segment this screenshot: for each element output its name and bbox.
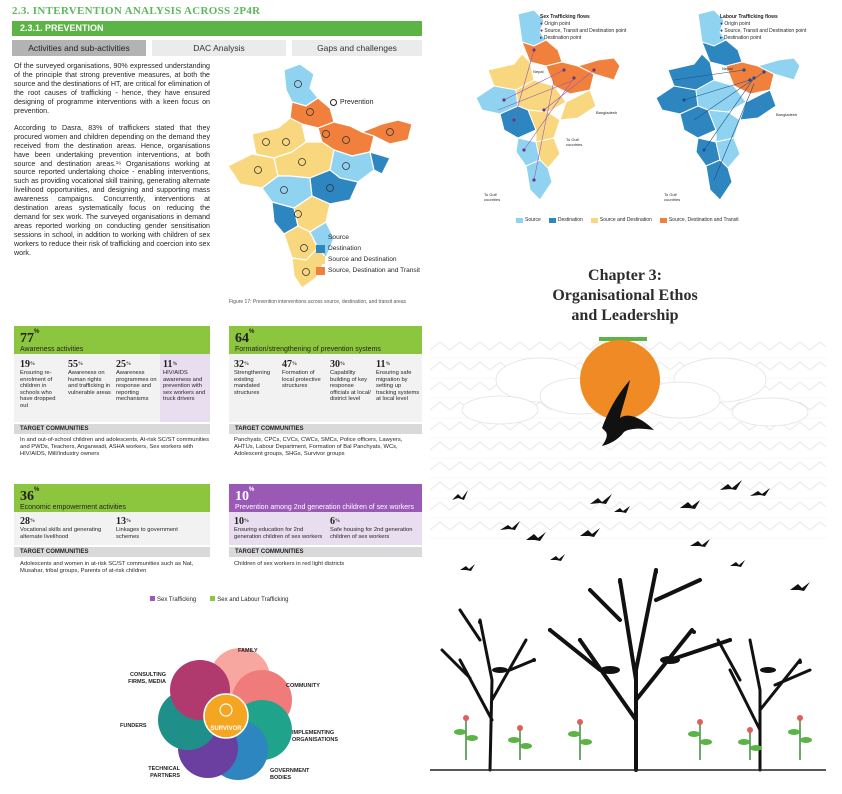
label-implementing: IMPLEMENTING ORGANISATIONS <box>292 730 339 743</box>
map2-label-bangladesh: Bangladesh <box>776 112 798 117</box>
economic-value: 36 <box>20 489 34 504</box>
prevention-symbol-label: Prevention <box>330 99 373 106</box>
tab-gaps-challenges[interactable]: Gaps and challenges <box>292 40 422 56</box>
stat-formation-1: 32% Strengthening existing mandated structures <box>234 359 271 396</box>
figure-caption: Figure 17: Prevention interventions across source, destination, and transit areas <box>229 299 407 305</box>
map2-legend-title: Labour Trafficking flows <box>720 14 778 20</box>
tab-activities[interactable]: Activities and sub-activities <box>12 40 146 56</box>
map1-label-gulf-2: To Gulf countries <box>484 192 501 202</box>
map2-legend-origin: ● Origin point <box>720 21 750 27</box>
plants <box>454 715 812 760</box>
chapter-title-line-2: and Leadership <box>571 307 679 324</box>
map1-label-nepal: Nepal <box>533 69 544 74</box>
map2-label-nepal: Nepal <box>722 66 733 71</box>
section-title: 2.3. INTERVENTION ANALYSIS ACROSS 2P4R <box>12 5 261 17</box>
stat-awareness-2: 55% Awareness on human rights and trafficking in vulnerable areas <box>68 359 111 396</box>
label-family: FAMILY <box>238 648 258 654</box>
legend-source-destination-transit: Source, Destination and Transit <box>328 267 420 274</box>
map1-legend-transit: ● Source, Transit and Destination point <box>540 28 627 34</box>
economic-target-text: Adolescents and women in at-risk SC/ST communities such as Nat, Musahar, tribal groups, Parents of at-risk children <box>20 561 194 575</box>
awareness-target-label: TARGET COMMUNITIES <box>14 424 210 434</box>
map2-legend-transit: ● Source, Transit and Destination point <box>720 28 807 34</box>
paragraph-1: Of the surveyed organisations, 90% expressed understanding of the principle that strong preventive measures, at both the source and the destinations of HT, are critical for elimination of the root causes of trafficking - hence, they have ensured designing of programme interventions with a keen focus on prevention. <box>14 62 210 115</box>
map2-legend-destination: ▸ Destination point <box>720 35 762 41</box>
awareness-target-text: In and out-of-school children and adolescents, At-risk SC/ST communities and PWDs, Teachers, Anganwadi, ASHA workers, Sex workers with HIV/AIDS, Mill/Industry owners <box>20 437 210 458</box>
formation-label: Formation/strengthening of prevention systems <box>235 346 381 353</box>
economic-card-header: 36% Economic empowerment activities <box>14 484 210 512</box>
map-legend <box>316 232 420 276</box>
stat-economic-1: 28% Vocational skills and generating alternate livelihood <box>20 516 102 540</box>
legend-destination: Destination <box>328 245 361 252</box>
stat-formation-3: 30% Capability building of key response officials at local/ district level <box>330 359 371 403</box>
awareness-value: 77 <box>20 331 34 346</box>
legend-source-destination: Source and Destination <box>328 256 397 263</box>
stat-formation-2: 47% Formation of local protective structures <box>282 359 321 390</box>
stat-awareness-3: 25% Awareness programmes on response and reporting mechanisms <box>116 359 157 403</box>
sex-trafficking-legend <box>540 14 626 42</box>
body-text <box>14 62 210 266</box>
second-gen-target-text: Children of sex workers in red light districts <box>234 561 345 567</box>
label-consulting: CONSULTING FIRMS, MEDIA <box>128 672 166 685</box>
chapter-title <box>500 266 750 326</box>
label-government: GOVERNMENT BODIES <box>270 768 310 781</box>
second-gen-label: Prevention among 2nd generation children of sex workers <box>235 504 414 511</box>
legend-sex-trafficking: Sex Trafficking <box>150 596 196 603</box>
formation-card-header: 64% Formation/strengthening of prevention systems <box>229 326 422 354</box>
second-gen-value: 10 <box>235 489 249 504</box>
paragraph-2: According to Dasra, 83% of traffickers stated that they procured women and children depending on the demand they received from the destination areas. Hence, organisations have been undertaking prevention interventions, at both source and destination areas.¹⁶ Organisations working at source reported undertaking choice - enabling interventions, such as providing vocational skill training, generating alternate livelihood opportunities, and designing and supporting mass awareness campaigns. Concurrently, interventions at destination areas systematically focus on reducing the demand for sex work. The surveyed organisations in demand areas reported working on conducting gender sensitisation sessions in school, in addition to working with children of sex workers to reduce their risk of trafficking and coercion into sex work. <box>14 123 210 258</box>
second-gen-target-label: TARGET COMMUNITIES <box>229 547 422 557</box>
map1-legend-origin: ● Origin point <box>540 21 570 27</box>
legend-sex-labour-trafficking: Sex and Labour Trafficking <box>210 596 288 603</box>
economic-target-label: TARGET COMMUNITIES <box>14 547 210 557</box>
stat-formation-4: 11% Ensuring safe migration by setting up tracking systems at local level <box>376 359 420 403</box>
tab-dac-analysis[interactable]: DAC Analysis <box>152 40 286 56</box>
economic-label: Economic empowerment activities <box>20 504 126 511</box>
label-community: COMMUNITY <box>286 683 320 689</box>
legend-source: Source <box>328 234 349 241</box>
chapter-title-line-1: Organisational Ethos <box>552 287 698 304</box>
map1-legend-title: Sex Trafficking flows <box>540 14 590 20</box>
formation-target-text: Panchyats, CPCs, CVCs, CWCs, SMCs, Police officers, Lawyers, AHTUs, Labour Department, Formation of Bal Panchyats, WCs, Adolescent groups, SHGs, Survivor groups <box>234 437 403 458</box>
stat-awareness-1: 19% Ensuring re-enrolment of children in schools who have dropped out <box>20 359 56 409</box>
label-funders: FUNDERS <box>120 723 147 729</box>
map2-label-gulf: To Gulf countries <box>664 192 681 202</box>
map1-legend-destination: ▸ Destination point <box>540 35 582 41</box>
stat-second-gen-2: 6% Safe housing for 2nd generation children of sex workers <box>330 516 413 540</box>
map1-label-gulf: To Gulf countries <box>566 137 583 147</box>
formation-target-label: TARGET COMMUNITIES <box>229 424 422 434</box>
formation-value: 64 <box>235 331 249 346</box>
trafficking-type-legend <box>150 596 289 603</box>
stat-economic-2: 13% Linkages to government schemes <box>116 516 178 540</box>
labour-trafficking-legend <box>720 14 806 42</box>
prevention-icon <box>330 99 337 106</box>
label-technical: TECHNICAL PARTNERS <box>148 766 180 779</box>
awareness-card-header: 77% Awareness activities <box>14 326 210 354</box>
survivor-label: SURVIVOR <box>210 726 242 732</box>
stat-second-gen-1: 10% Ensuring education for 2nd generation children of sex workers <box>234 516 323 540</box>
stat-awareness-4: 11% HIV/AIDS awareness and prevention with sex workers and truck drivers <box>163 359 206 403</box>
chapter-number: Chapter 3: <box>588 267 662 284</box>
subsection-title: 2.3.1. PREVENTION <box>12 21 422 36</box>
right-map-legend: Source Destination Source and Destination Source, Destination and Transit <box>516 217 739 223</box>
chapter-illustration <box>430 340 826 774</box>
awareness-label: Awareness activities <box>20 346 84 353</box>
second-gen-card-header: 10% Prevention among 2nd generation children of sex workers <box>229 484 422 512</box>
map1-label-bangladesh: Bangladesh <box>596 110 618 115</box>
